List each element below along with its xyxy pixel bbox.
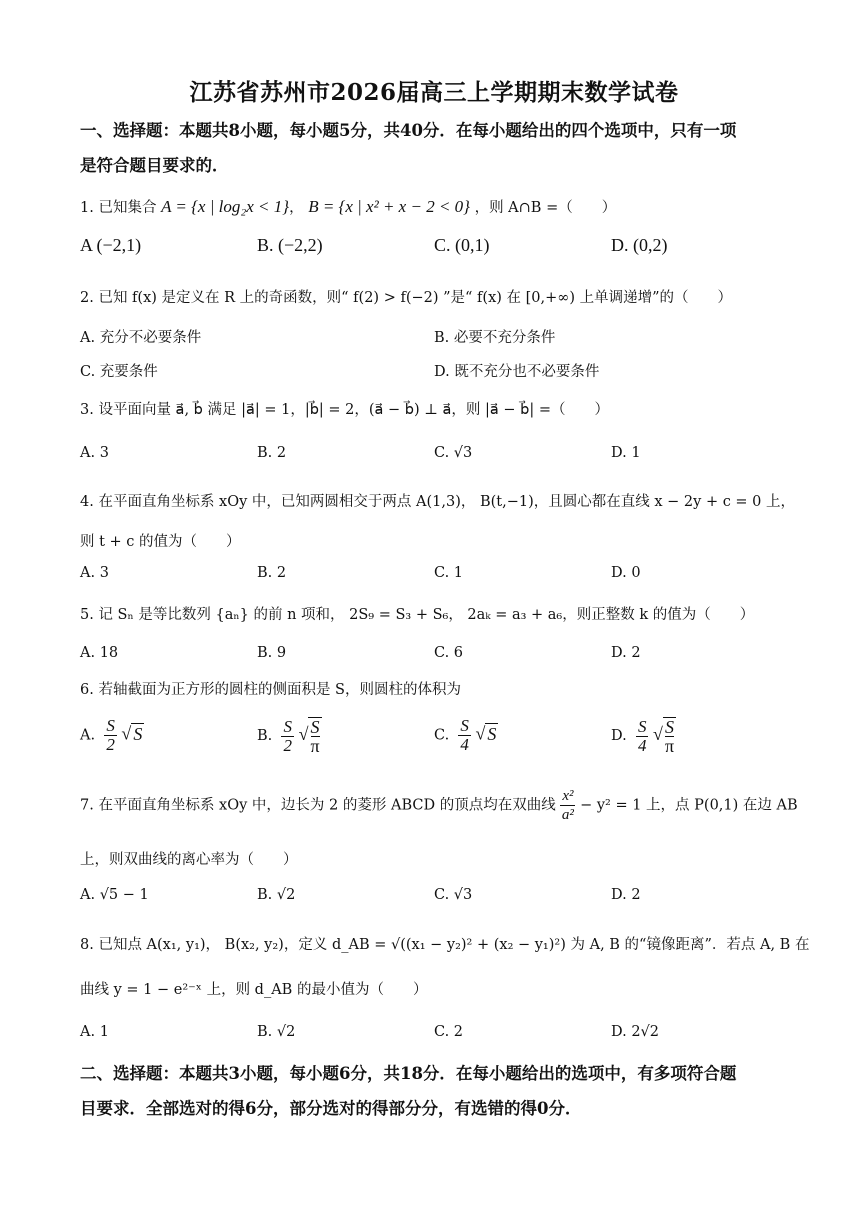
question-2: 2. 已知 f(x) 是定义在 R 上的奇函数，则“ f(2) > f(−2) ”是“ f(x) 在 [0,+∞) 上单调递增”的（ ） xyxy=(80,290,733,306)
q5-option-c: C. 6 xyxy=(434,645,464,661)
q8-option-d: D. 2√2 xyxy=(611,1024,660,1040)
q6-option-d: D. $\frac{S}{4}$ √ $\frac{S}{\pi}$ xyxy=(611,716,675,756)
q3-option-b: B. 2 xyxy=(257,445,287,461)
q1-set-b: B = {x | x² + x − 2 < 0} xyxy=(308,197,470,216)
section2-heading-line1: 二、选择题：本题共3小题，每小题6分，共18分．在每小题给出的选项中，有多项符合题 xyxy=(80,1064,737,1083)
q8-option-c: C. 2 xyxy=(434,1024,464,1040)
exam-title: 江苏省苏州市2026届高三上学期期末数学试卷 xyxy=(189,79,679,106)
question-7-line1: 7. 在平面直角坐标系 xOy 中，边长为 2 的菱形 ABCD 的顶点均在双曲线 $\frac{\text{x²}}{\text{a²}}$ − y² = 1 上，点 P(0,1) 在边 AB xyxy=(80,788,798,823)
question-5: 5. 记 Sₙ 是等比数列 {aₙ} 的前 n 项和， 2S₉ = S₃ + S₆， 2aₖ = a₃ + a₆，则正整数 k 的值为（ ） xyxy=(80,607,755,623)
q1-option-c: C. (0,1) xyxy=(434,235,490,255)
question-4-line1: 4. 在平面直角坐标系 xOy 中，已知两圆相交于两点 A(1,3)， B(t,−1)，且圆心都在直线 x − 2y + c = 0 上， xyxy=(80,494,796,510)
q1-set-a: A = {x | log₂x < 1} xyxy=(161,197,290,216)
q5-option-a: A. 18 xyxy=(80,645,119,661)
q4-option-d: D. 0 xyxy=(611,565,641,581)
q1-option-b: B. (−2,2) xyxy=(257,235,323,255)
q1-prefix: 1. 已知集合 xyxy=(80,200,157,216)
q8-option-a: A. 1 xyxy=(80,1024,109,1040)
section1-heading-line2: 是符合题目要求的． xyxy=(80,156,229,175)
q8-option-b: B. √2 xyxy=(257,1024,296,1040)
q7-option-d: D. 2 xyxy=(611,887,641,903)
q6-option-c: C. $\frac{S}{4}$ √ S xyxy=(434,716,497,754)
q7-option-b: B. √2 xyxy=(257,887,296,903)
q3-option-a: A. 3 xyxy=(80,445,109,461)
q7-option-a: A. √5 − 1 xyxy=(80,887,149,903)
question-8-line2: 曲线 y = 1 − e²⁻ˣ 上，则 d_AB 的最小值为（ ） xyxy=(80,982,428,998)
q6-option-b: B. $\frac{S}{2}$ √ $\frac{S}{\pi}$ xyxy=(257,716,320,756)
q6-option-a: A. $\frac{S}{2}$ √ S xyxy=(80,716,143,754)
question-7-line2: 上，则双曲线的离心率为（ ） xyxy=(80,852,298,868)
question-4-line2: 则 t + c 的值为（ ） xyxy=(80,534,241,550)
q5-option-b: B. 9 xyxy=(257,645,287,661)
q2-option-c: C. 充要条件 xyxy=(80,364,158,380)
q3-option-d: D. 1 xyxy=(611,445,641,461)
q2-option-a: A. 充分不必要条件 xyxy=(80,330,202,346)
q4-option-b: B. 2 xyxy=(257,565,287,581)
q1-option-a: A (−2,1) xyxy=(80,235,142,255)
section2-heading-line2: 目要求．全部选对的得6分，部分选对的得部分分，有选错的得0分． xyxy=(80,1099,582,1118)
q7-option-c: C. √3 xyxy=(434,887,473,903)
question-6: 6. 若轴截面为正方形的圆柱的侧面积是 S，则圆柱的体积为 xyxy=(80,682,461,698)
q5-option-d: D. 2 xyxy=(611,645,641,661)
q3-option-c: C. √3 xyxy=(434,445,473,461)
q1-option-d: D. (0,2) xyxy=(611,235,668,255)
q4-option-c: C. 1 xyxy=(434,565,464,581)
section1-heading-line1: 一、选择题：本题共8小题，每小题5分，共40分．在每小题给出的四个选项中，只有一项 xyxy=(80,121,737,140)
question-1: 1. 已知集合 A = {x | log₂x < 1}， B = {x | x² + x − 2 < 0} ，则 A∩B =（ ） xyxy=(80,197,617,216)
q2-option-b: B. 必要不充分条件 xyxy=(434,330,556,346)
q4-option-a: A. 3 xyxy=(80,565,109,581)
q1-suffix: ，则 A∩B =（ ） xyxy=(474,200,617,216)
question-8-line1: 8. 已知点 A(x₁, y₁)， B(x₂, y₂)，定义 d_AB = √((x₁ − y₂)² + (x₂ − y₁)²) 为 A, B 的“镜像距离”．若点 A, B 在 xyxy=(80,937,810,953)
q2-option-d: D. 既不充分也不必要条件 xyxy=(434,364,600,380)
question-3: 3. 设平面向量 a⃗, b⃗ 满足 |a⃗| = 1，|b⃗| = 2，(a⃗ − b⃗) ⊥ a⃗，则 |a⃗ − b⃗| =（ ） xyxy=(80,402,610,418)
